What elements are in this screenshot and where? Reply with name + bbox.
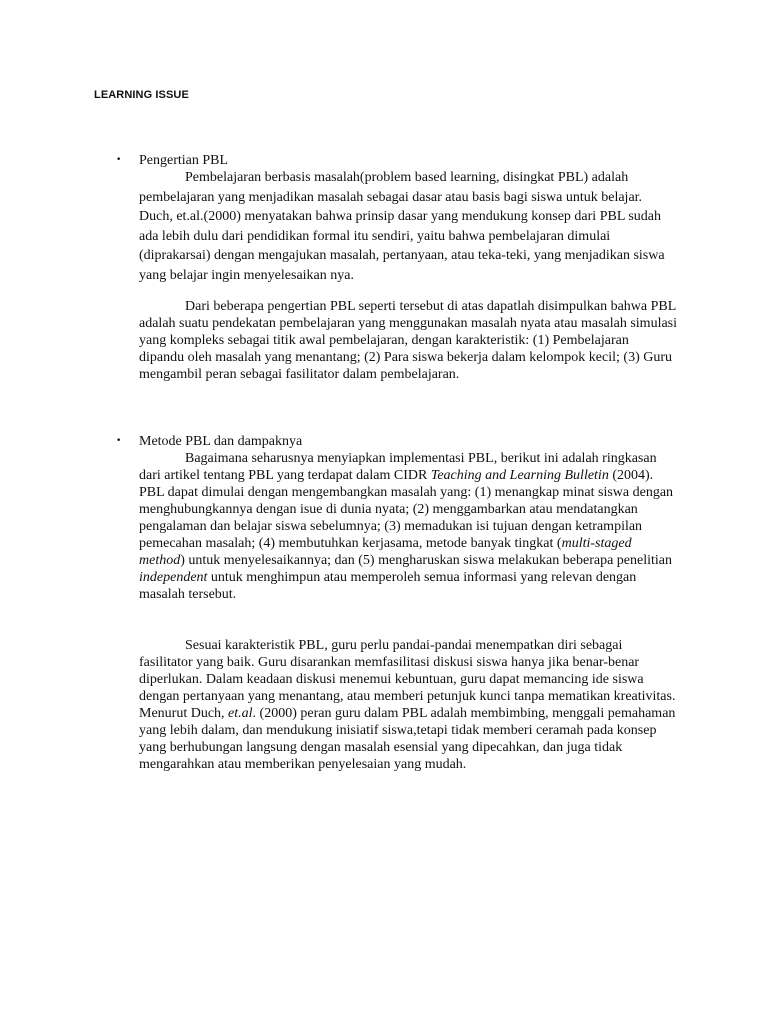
paragraph xyxy=(139,450,677,603)
text-run: (2004). PBL dapat dimulai dengan mengembangkan masalah yang: (1) menangkap minat siswa dengan menghubungkannya dengan isue di dunia nyata; (2) menggambarkan atau mendatangkan pengalaman dan belajar siswa sebelumnya; (3) memadukan isi tujuan dengan ketrampilan pemecahan masalah; (4) membutuhkan kerjasama, metode banyak tingkat ( xyxy=(139,468,674,551)
text-run: Sesuai karakteristik PBL, guru perlu pandai-pandai menempatkan diri sebagai fasilitator yang baik. Guru disarankan memfasilitasi diskusi siswa hanya jika benar-benar diperlukan. Dalam keadaan diskusi menemui kebuntuan, guru dapat memancing ide siswa dengan pertanyaan yang menantang, atau memberi petunjuk kunci tanpa mematikan kreativitas. Menurut Duch, xyxy=(139,638,676,721)
text-run: Bagaimana seharusnya menyiapkan implementasi PBL, berikut ini adalah ringkasan dari artikel tentang PBL yang terdapat dalam CIDR xyxy=(139,451,657,483)
document-title: LEARNING ISSUE xyxy=(94,89,189,101)
text-run: Dari beberapa pengertian PBL seperti tersebut di atas dapatlah disimpulkan bahwa PBL adalah suatu pendekatan pembelajaran yang menggunakan masalah nyata atau masalah simulasi yang kompleks sebagai titik awal pembelajaran, dengan karakteristik: (1) Pembelajaran dipandu oleh masalah yang menantang; (2) Para siswa bekerja dalam kelompok kecil; (3) Guru mengambil peran sebagai fasilitator dalam pembelajaran. xyxy=(139,299,678,382)
italic-text: multi-staged method xyxy=(139,536,632,568)
text-run: . (2000) peran guru dalam PBL adalah membimbing, menggali pemahaman yang lebih dalam, dan mendukung inisiatif siswa,tetapi tidak memberi ceramah pada konsep yang berhubungan langsung dengan masalah esensial yang dipecahkan, dan juga tidak mengarahkan atau memberikan penyelesaian yang mudah. xyxy=(139,706,676,772)
text-run: ) untuk menyelesaikannya; dan (5) mengharuskan siswa melakukan beberapa penelitian xyxy=(180,553,672,568)
section-heading: Pengertian PBL xyxy=(139,153,229,168)
italic-text: et.al xyxy=(228,706,253,721)
paragraph xyxy=(139,637,677,773)
section-heading: Metode PBL dan dampaknya xyxy=(139,434,303,449)
text-run: Pembelajaran berbasis masalah(problem based learning, disingkat PBL) adalah pembelajaran yang menjadikan masalah sebagai dasar atau basis bagi siswa untuk belajar. Duch, et.al.(2000) menyatakan bahwa prinsip dasar yang mendukung konsep dari PBL sudah ada lebih dulu dari pendidikan formal itu sendiri, yaitu bahwa pembelajaran dimulai (diprakarsai) dengan mengajukan masalah, pertanyaan, atau teka-teki, yang menjadikan siswa yang belajar ingin menyelesaikan nya. xyxy=(139,170,665,283)
text-run: untuk menghimpun atau memperoleh semua informasi yang relevan dengan masalah tersebut. xyxy=(139,570,637,602)
bullet-icon: • xyxy=(116,436,122,446)
italic-text: independent xyxy=(139,570,208,585)
paragraph xyxy=(139,298,677,383)
paragraph xyxy=(139,168,677,286)
italic-text: Teaching and Learning Bulletin xyxy=(430,468,609,483)
bullet-icon: • xyxy=(116,155,122,165)
